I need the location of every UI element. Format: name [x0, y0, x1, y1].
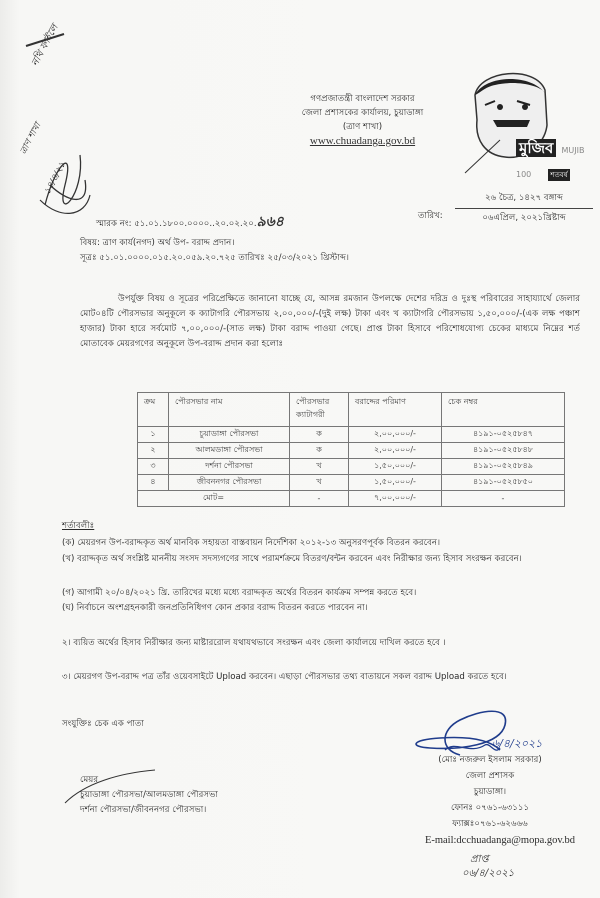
date-divider [455, 208, 593, 209]
condition-ga: (গ) আগামী ২০/০৪/২০২১ খ্রি. তারিখের মধ্যে মধ্যে বরাদ্দকৃত অর্থের বিতরন কার্যক্রম সম্পন্ন করতে হবে। [62, 588, 417, 598]
col-header-serial: ক্রম [138, 393, 169, 427]
cell-name: চুয়াডাঙ্গা পৌরসভা [169, 427, 290, 443]
cell-amount: ২,০০,০০০/- [349, 443, 442, 459]
cell-cheque: ৪১৯১-০৫২৫৮৫০ [442, 475, 565, 491]
col-header-amount: বরাদ্দের পরিমাণ [349, 393, 442, 427]
cell-serial: ২ [138, 443, 169, 459]
mujib-100-logo [516, 137, 600, 181]
cell-category: খ [290, 459, 349, 475]
point-three: ৩। মেয়রগণ উপ-বরাদ্দ পত্র তাঁর ওয়েবসাইটে Upload করবেন। এছাড়া পৌরসভার তথ্য বাতায়নে সকল বরাদ্দ Upload করতে হবে। [62, 672, 507, 682]
total-cheque: - [442, 491, 565, 507]
letterhead-office: জেলা প্রশাসকের কার্যালয়, চুয়াডাঙ্গা [301, 108, 424, 118]
handwritten-initials: ত্রাণ শাখা [18, 121, 44, 157]
signature-date: ৬/৪/২০২১ [492, 737, 543, 750]
cell-category: খ [290, 475, 349, 491]
letterhead [270, 92, 455, 148]
table-row [138, 443, 565, 459]
cell-category: ক [290, 443, 349, 459]
handwritten-signature-scribble [35, 125, 95, 220]
cell-cheque: ৪১৯১-০৫২৫৮৪৭ [442, 427, 565, 443]
date-bangla: ২৬ চৈত্র, ১৪২৭ বঙ্গাব্দ [485, 193, 563, 203]
col-header-cheque: চেক নম্বর [442, 393, 565, 427]
recipient-line-2: দর্শনা পৌরসভা/জীবননগর পৌরসভা। [80, 805, 207, 815]
date-block [455, 191, 593, 225]
total-category: - [290, 491, 349, 507]
date-label: তারিখ: [418, 211, 443, 221]
cell-amount: ১,৫০,০০০/- [349, 475, 442, 491]
cell-serial: ৪ [138, 475, 169, 491]
point-two: ২। ব্যয়িত অর্থের হিসাব নিরীক্ষার জন্য মাষ্টাররোল যথাযথভাবে সংরক্ষন এবং জেলা কার্যালয়ে দাখিল করতে হবে । [62, 638, 446, 648]
handwritten-note: নথি ফাইলে [29, 22, 61, 69]
received-note: প্রাপ্ত [470, 854, 489, 865]
cell-name: দর্শনা পৌরসভা [169, 459, 290, 475]
subject-line: বিষয়: ত্রাণ কার্য(নগদ) অর্থ উপ- বরাদ্দ প্রদান। [80, 238, 235, 248]
condition-gha: (ঘ) নির্বাচনে অংশগ্রহনকারী জনপ্রতিনিধিগণ কোন প্রকার বরাদ্দ বিতরন করতে পারবেন না। [62, 603, 368, 613]
body-paragraph: উপর্যুক্ত বিষয় ও সূত্রের পরিপ্রেক্ষিতে জানানো যাচ্ছে যে, আসন্ন রমজান উপলক্ষে দেশের দরিদ্র ও দুঃস্থ পরিবারের সাহায্যার্থে জেলার মোট০৪টি পৌরসভার অনুকূলে ক ক্যাটাগরি পৌরসভায় ২,০০,০০০/-(দুই লক্ষ) টাকা এবং খ ক্যাটাগরি পৌরসভায় ১,৫০,০০০/-(এক লক্ষ পঞ্চাশ হাজার) টাকা হারে সর্বমোট ৭,০০,০০০/-(সাত লক্ষ) টাকা বরাদ্দ পাওয়া গেছে। প্রাপ্ত টাকা হিসাবে পরিশোধযোগ্য চেকের মাধ্যমে নিম্নের শর্ত মোতাবেক মেয়রগণের অনুকূলে উপ-বরাদ্দ প্রদান করা হলোঃ [80, 294, 581, 349]
letterhead-government: গণপ্রজাতন্ত্রী বাংলাদেশ সরকার [310, 94, 415, 104]
email-address[interactable]: E-mail:dcchuadanga@mopa.gov.bd [424, 835, 576, 846]
received-date: ০৬/৪/২০২১ [462, 868, 515, 879]
col-header-name: পৌরসভার নাম [169, 393, 290, 427]
date-english: ০৬এপ্রিল, ২০২১খ্রিষ্টাব্দ [482, 213, 566, 223]
total-amount: ৭,০০,০০০/- [349, 491, 442, 507]
logo-bangla-text: মুজিব [516, 139, 556, 157]
recipient-line-1: চুয়াডাঙ্গা পৌরসভা/আলমডাঙ্গা পৌরসভা [80, 790, 218, 800]
table-row [138, 475, 565, 491]
col-header-category: পৌরসভার ক্যাটাগরী [290, 393, 349, 427]
condition-ka: (ক) মেয়রগন উপ-বরাদ্দকৃত অর্থ মানবিক সহায়তা বাস্তবায়ন নির্দেশিকা ২০১২-১৩ অনুসরণপূর্বক বিতরন করবেন। [62, 538, 441, 548]
logo-english-text: MUJIB 100 [516, 146, 585, 179]
attachment-line: সংযুক্তিঃ চেক এক পাতা [62, 719, 144, 729]
conditions-title: শর্তাবলীঃ [62, 521, 95, 531]
allocation-table [137, 392, 565, 507]
memo-label: স্মারক নং: ৫১.০১.১৮০০.০০০০..২০.০২.২০. [96, 219, 257, 229]
phone-number: ফোনঃ ০৭৬১-৬৩১১১ [450, 803, 530, 813]
cell-category: ক [290, 427, 349, 443]
cell-amount: ১,৫০,০০০/- [349, 459, 442, 475]
total-label: মোট= [138, 491, 290, 507]
cell-cheque: ৪১৯১-০৫২৫৮৪৯ [442, 459, 565, 475]
cell-serial: ৩ [138, 459, 169, 475]
memo-hand-number: ৯৬৪ [256, 214, 284, 230]
condition-kha: (খ) বরাদ্দকৃত অর্থ সংশ্লিষ্ট মাননীয় সংসদ সদস্যগণের সাথে পরামর্শক্রমে বিতরণ/বন্টন করবেন এবং নিরীক্ষার জন্য হিসাব সংরক্ষন করবেন। [62, 554, 522, 564]
table-row [138, 459, 565, 475]
handwritten-date: ১৪/৪/২১ [42, 160, 69, 197]
logo-sub-text: শতবর্ষ [550, 171, 568, 179]
cell-serial: ১ [138, 427, 169, 443]
cell-name: আলমডাঙ্গা পৌরসভা [169, 443, 290, 459]
letterhead-branch: (ত্রাণ শাখা) [342, 122, 383, 132]
memo-number [96, 210, 284, 234]
fax-number: ফ্যাক্সঃ০৭৬১-৬২৬৬৬ [452, 819, 528, 829]
cell-amount: ২,০০,০০০/- [349, 427, 442, 443]
signatory-name: (মোঃ নজরুল ইসলাম সরকার) [438, 755, 542, 765]
table-header-row [138, 393, 565, 427]
table-row [138, 427, 565, 443]
recipient-title: মেয়র [80, 775, 99, 785]
cell-name: জীবননগর পৌরসভা [169, 475, 290, 491]
signatory-designation: জেলা প্রশাসক [465, 771, 515, 781]
cell-cheque: ৪১৯১-০৫২৫৮৪৮ [442, 443, 565, 459]
table-total-row [138, 491, 565, 507]
website-link[interactable]: www.chuadanga.gov.bd [309, 135, 416, 147]
reference-line: সূত্রঃ ৫১.০১.০০০০.০১৫.২০.০৫৯.২০.৭২৫ তারিখঃ ২৫/০৩/২০২১ খ্রিস্টাব্দ। [80, 253, 349, 263]
signatory-district: চুয়াডাঙ্গা। [473, 787, 507, 797]
